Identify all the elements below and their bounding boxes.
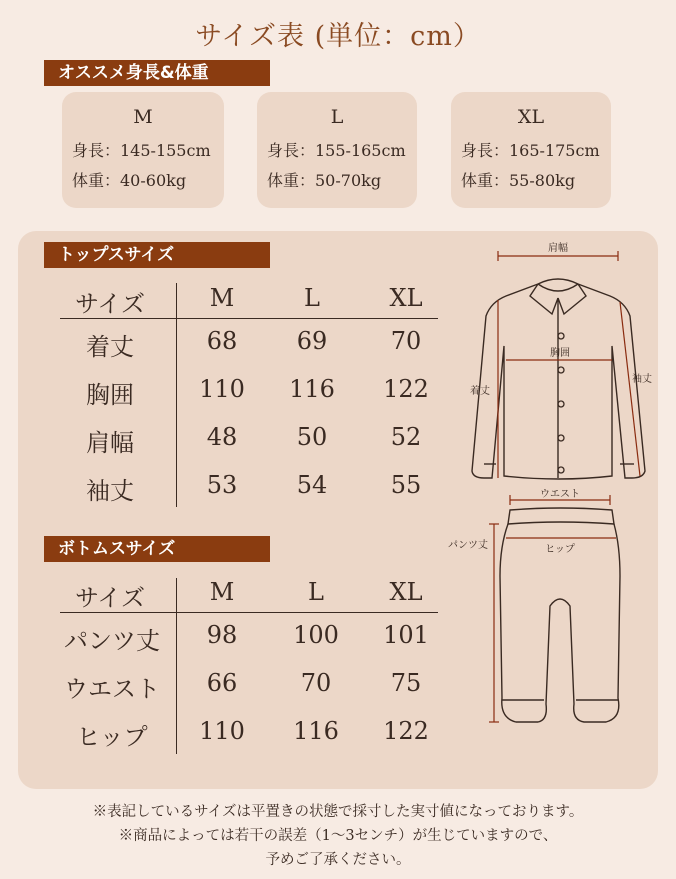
shoulder-measure <box>498 241 618 261</box>
page-title: サイズ表 (単位：cm） <box>195 21 481 52</box>
table-cell: 50 <box>296 423 328 451</box>
recommend-banner: オススメ身長&体重 <box>44 60 270 86</box>
size-card-weight: 体重：50-70kg <box>267 171 382 190</box>
table-cell: 122 <box>383 375 429 403</box>
bottoms-banner: ボトムスサイズ <box>44 536 270 562</box>
tops-header-xl: XL <box>389 284 423 312</box>
tops-banner: トップスサイズ <box>44 242 270 268</box>
table-cell: 101 <box>383 621 429 649</box>
pants-outline <box>500 508 620 722</box>
size-card-xl <box>451 92 611 208</box>
table-row-label: 肩幅 <box>86 429 134 457</box>
size-card-height: 身長：145-155cm <box>72 141 211 160</box>
table-cell: 110 <box>199 375 245 403</box>
pants-length-label: パンツ丈 <box>448 540 488 551</box>
table-cell: 54 <box>296 471 328 499</box>
table-cell: 70 <box>300 669 332 697</box>
size-card-height: 身長：165-175cm <box>461 141 600 160</box>
table-cell: 70 <box>390 327 422 355</box>
bottoms-column-rule <box>176 578 177 754</box>
hip-measure <box>506 538 616 555</box>
size-card-height: 身長：155-165cm <box>267 141 406 160</box>
hip-label: ヒップ <box>545 544 575 555</box>
pants-length-measure <box>448 524 499 722</box>
table-cell: 116 <box>289 375 335 403</box>
table-cell: 52 <box>390 423 422 451</box>
size-card-title: L <box>330 106 344 128</box>
table-cell: 110 <box>199 717 245 745</box>
size-card-title: M <box>133 106 153 128</box>
tops-header-size: サイズ <box>74 290 146 318</box>
table-cell: 75 <box>390 669 422 697</box>
size-card-weight: 体重：40-60kg <box>72 171 187 190</box>
table-row-label: 着丈 <box>86 333 134 361</box>
table-cell: 116 <box>293 717 339 745</box>
waist-measure <box>510 488 610 505</box>
table-cell: 122 <box>383 717 429 745</box>
table-row-label: 袖丈 <box>86 477 134 505</box>
size-card-title: XL <box>517 106 545 128</box>
bottoms-header-l: L <box>308 578 324 606</box>
tops-column-rule <box>176 283 177 507</box>
table-row-label: 胸囲 <box>86 381 134 409</box>
table-cell: 68 <box>206 327 238 355</box>
pants-diagram <box>440 486 650 736</box>
chest-label: 胸囲 <box>550 348 570 359</box>
chest-measure <box>506 346 612 360</box>
note-line-3: 予めご了承ください。 <box>265 852 411 868</box>
table-row-label: ウエスト <box>64 675 160 703</box>
bottoms-header-m: M <box>209 578 235 606</box>
table-cell: 66 <box>206 669 238 697</box>
table-cell: 100 <box>293 621 339 649</box>
bottoms-header-xl: XL <box>389 578 423 606</box>
table-cell: 69 <box>296 327 328 355</box>
shirt-diagram <box>460 236 660 496</box>
note-line-2: ※商品によっては若干の誤差（1～3センチ）が生じていますので、 <box>118 828 558 844</box>
size-card-l <box>257 92 417 208</box>
table-cell: 55 <box>390 471 422 499</box>
table-row-label: パンツ丈 <box>64 627 160 655</box>
size-card-m <box>62 92 224 208</box>
table-cell: 98 <box>206 621 238 649</box>
size-card-weight: 体重：55-80kg <box>461 171 576 190</box>
note-line-1: ※表記しているサイズは平置きの状態で採寸した実寸値になっております。 <box>92 804 584 820</box>
tops-header-m: M <box>209 284 235 312</box>
shoulder-label: 肩幅 <box>548 243 568 254</box>
length-label: 着丈 <box>470 386 490 397</box>
table-cell: 53 <box>206 471 238 499</box>
bottoms-header-size: サイズ <box>74 584 146 612</box>
sleeve-label: 袖丈 <box>632 374 652 385</box>
table-row-label: ヒップ <box>76 723 148 751</box>
sleeve-measure <box>620 302 652 476</box>
table-cell: 48 <box>206 423 238 451</box>
tops-header-l: L <box>304 284 320 312</box>
waist-label: ウエスト <box>540 489 580 500</box>
